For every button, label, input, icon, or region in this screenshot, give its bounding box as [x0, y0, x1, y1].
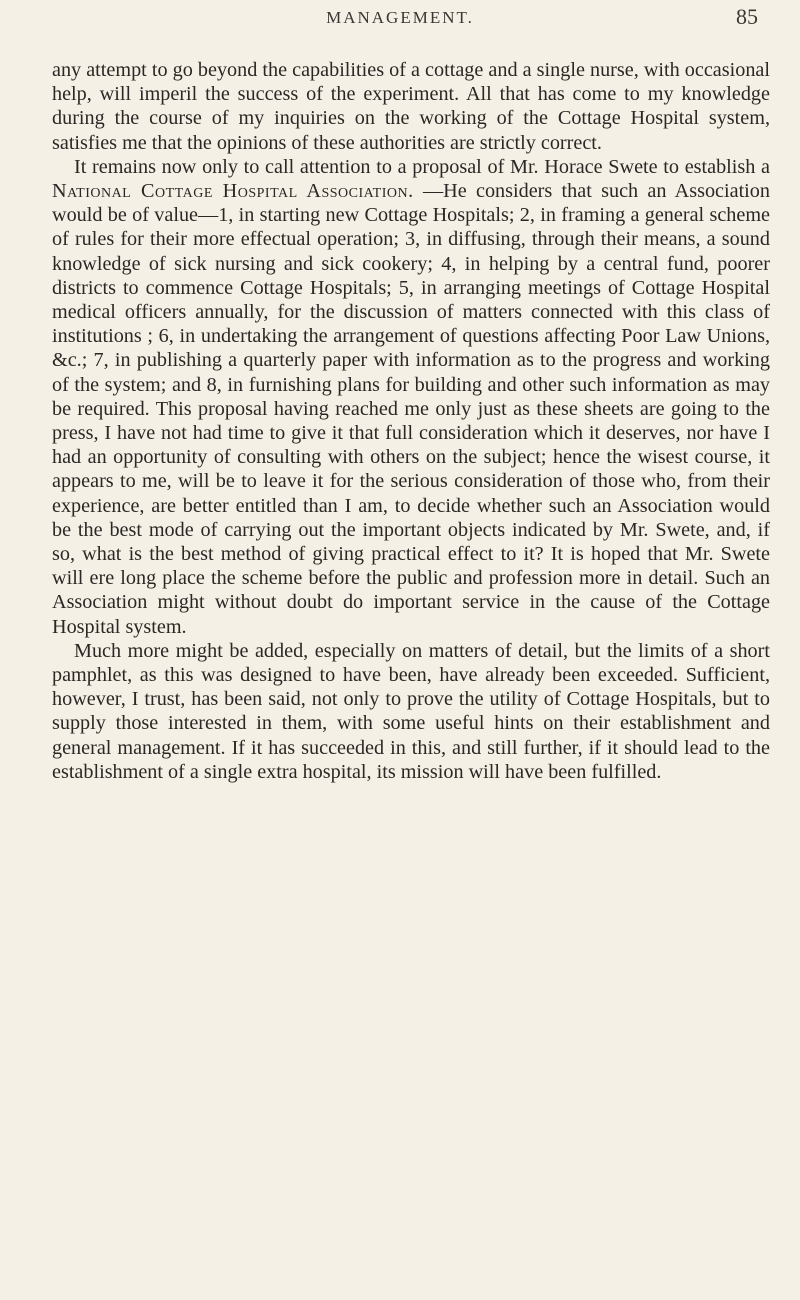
association-name: National Cottage Hospital Association.	[52, 180, 414, 203]
running-title: MANAGEMENT.	[326, 8, 474, 27]
page-number: 85	[736, 4, 758, 29]
paragraph-2	[52, 155, 770, 639]
paragraph-2-opening: It remains now only to call attention to a proposal of Mr. Horace Swete to establish a	[74, 155, 770, 178]
paragraph-2-body: —He considers that such an Association would be of value—1, in starting new Cottage Hospitals; 2, in framing a general scheme of rules for their more effectual operation; 3, in diffusing, through their means, a sound knowledge of sick nursing and sick cookery; 4, in helping by a central fund, poorer districts to commence Cottage Hospitals; 5, in arranging meetings of Cottage Hospital medical officers annually, for the discussion of matters connected with this class of institutions ; 6, in undertaking the arrangement of questions affecting Poor Law Unions, &c.; 7, in publishing a quarterly paper with information as to the progress and working of the system; and 8, in furnishing plans for building and other such information as may be required. This proposal having reached me only just as these sheets are going to the press, I have not had time to give it that full consideration which it deserves, nor have I had an opportunity of consulting with others on the subject; hence the wisest course, it appears to me, will be to leave it for the serious consideration of those who, from their experience, are better entitled than I am, to decide whether such an Association would be the best mode of carrying out the important objects indicated by Mr. Swete, and, if so, what is the best method of giving practical effect to it? It is hoped that Mr. Swete will ere long place the scheme before the public and profession more in detail. Such an Association might without doubt do important service in the cause of the Cottage Hospital system.	[52, 180, 770, 638]
paragraph-1: any attempt to go beyond the capabilities of a cottage and a single nurse, with occasional help, will imperil the success of the experiment. All that has come to my knowledge during the course of my inquiries on the working of the Cottage Hospital system, satisfies me that the opinions of these authorities are strictly correct.	[52, 59, 770, 154]
body-text	[52, 58, 770, 784]
running-head	[0, 2, 800, 32]
paragraph-3: Much more might be added, especially on matters of detail, but the limits of a short pamphlet, as this was designed to have been, have already been exceeded. Sufficient, however, I trust, has been said, not only to prove the utility of Cottage Hospitals, but to supply those interested in them, with some useful hints on their establishment and general management. If it has succeeded in this, and still further, if it should lead to the establishment of a single extra hospital, its mission will have been fulfilled.	[52, 639, 770, 783]
